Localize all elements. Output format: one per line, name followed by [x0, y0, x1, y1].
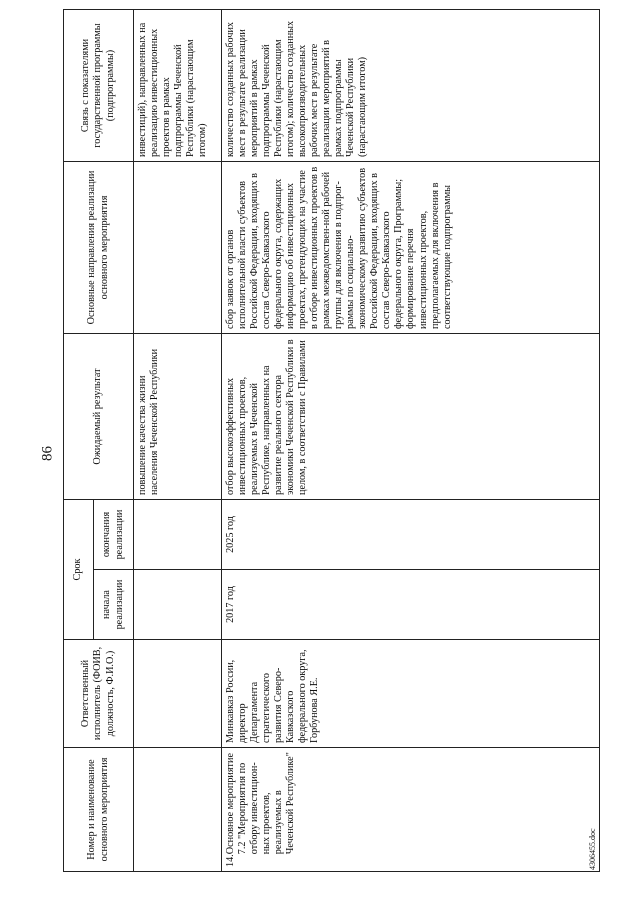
activities-table — [63, 9, 600, 872]
header-result: Ожидаемый результат — [64, 334, 134, 500]
row-link: количество созданных рабочих мест в результате реализации мероприятий в рамках подпрограммы Чеченской Республики (нарастающим итогом); количество созданных высокопроизводительных рабочих мест в результате реализации мероприятий в рамках подпрограммы Чеченской Республики (нарастающим итогом) — [222, 10, 600, 162]
row-start: 2017 год — [222, 570, 600, 640]
row-result: отбор высокоэффективных инвестиционных проектов, реализуемых в Чеченской Республике, направленных на развитие реального сектора экономики Чеченской Республики в целом, в соответствии с Правилами — [222, 334, 600, 500]
header-end: окончания реализации — [94, 500, 134, 570]
header-name: Номер и наименование основного мероприятия — [64, 748, 134, 872]
header-start: начала реализации — [94, 570, 134, 640]
row-executor: Минкавказ России, директор Департамента стратегического развития Северо-Кавказского федерального округа, Горбунова Я.Е. — [222, 640, 600, 748]
table-row — [134, 10, 222, 872]
rotated-table-sheet — [63, 10, 600, 872]
row-directions: сбор заявок от органов исполнительной власти субъектов Российской Федерации, входящих в состав Северо-Кавказского федерального округа, содержащих информацию об инвестиционных проектах, претендующих на участие в отборе инвестиционных проектов в рамках межведомствен-ной рабочей группы для включения в подпрог-раммы по социально-экономическому развитию субъектов Российской Федерации, входящих в состав Северо-Кавказского федерального округа, Программы; формирование перечня инвестиционных проектов, предполагаемых для включения в соответствующие подпрограммы — [222, 162, 600, 334]
header-srok: Срок — [64, 500, 94, 640]
row-end: 2025 год — [222, 500, 600, 570]
document-id: 4306455.doc — [588, 828, 597, 870]
header-directions: Основные направления реализации основного мероприятия — [64, 162, 134, 334]
row-name-cell — [222, 748, 600, 872]
page-number: 86 — [39, 446, 56, 461]
continuation-link: инвестиций), направленных на реализацию инвестиционных проектов в рамках подпрограммы Чеченской Республики (нарастающим итогом) — [134, 10, 222, 162]
continuation-result: повышение качества жизни населения Чеченской Республики — [134, 334, 222, 500]
header-link: Связь с показателями государственной программы (подпрограммы) — [64, 10, 134, 162]
table-row — [222, 10, 600, 872]
row-number: 14. — [225, 854, 236, 867]
row-name: Основное мероприятие 7.2 "Мероприятия по отбору инвестицион-ных проектов, реализуемых в Чеченской Республике" — [225, 752, 297, 855]
header-executor: Ответственный исполнитель (ФОИВ, должность, Ф.И.О.) — [64, 640, 134, 748]
